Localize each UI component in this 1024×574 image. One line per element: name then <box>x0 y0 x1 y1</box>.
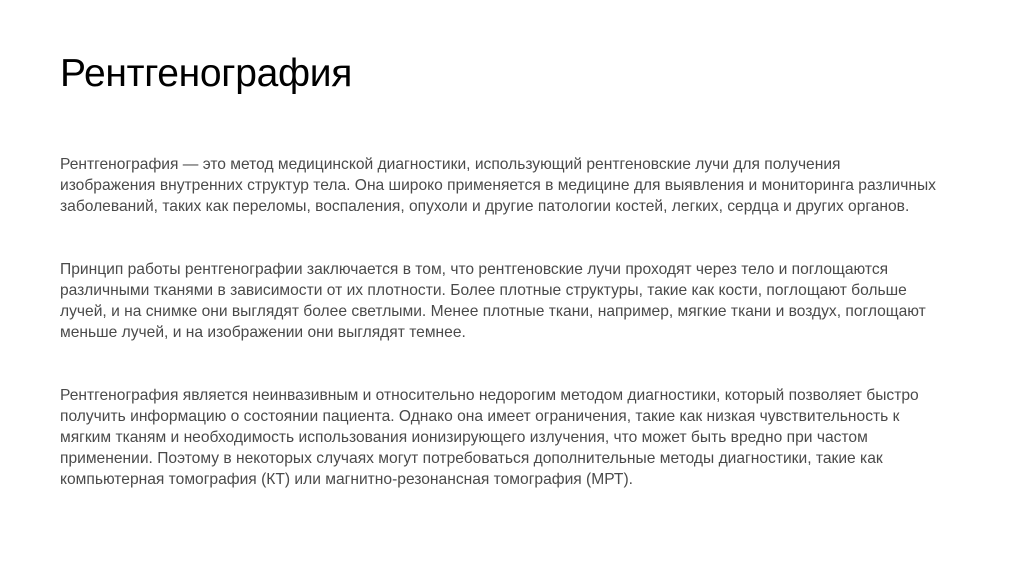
paragraph-principle: Принцип работы рентгенографии заключается в том, что рентгеновские лучи проходят через тело и поглощаются различными тканями в зависимости от их плотности. Более плотные структуры, такие как кости, поглощают больше лучей, и на снимке они выглядят более светлыми. Менее плотные ткани, например, мягкие ткани и воздух, поглощают меньше лучей, и на изображении они выглядят темнее. <box>60 261 926 341</box>
paragraph-advantages-limitations: Рентгенография является неинвазивным и относительно недорогим методом диагностики, который позволяет быстро получить информацию о состоянии пациента. Однако она имеет ограничения, такие как низкая чувствительность к мягким тканям и необходимость использования ионизирующего излучения, что может быть вредно при частом применении. Поэтому в некоторых случаях могут потребоваться дополнительные методы диагностики, такие как компьютерная томография (КТ) или магнитно-резонансная томография (МРТ). <box>60 387 919 488</box>
paragraph-definition: Рентгенография — это метод медицинской диагностики, использующий рентгеновские лучи для получения изображения внутренних структур тела. Она широко применяется в медицине для выявления и мониторинга различных заболеваний, таких как переломы, воспаления, опухоли и другие патологии костей, легких, сердца и других органов. <box>60 156 936 215</box>
slide-body <box>60 154 940 490</box>
slide-title: Рентгенография <box>60 52 353 95</box>
